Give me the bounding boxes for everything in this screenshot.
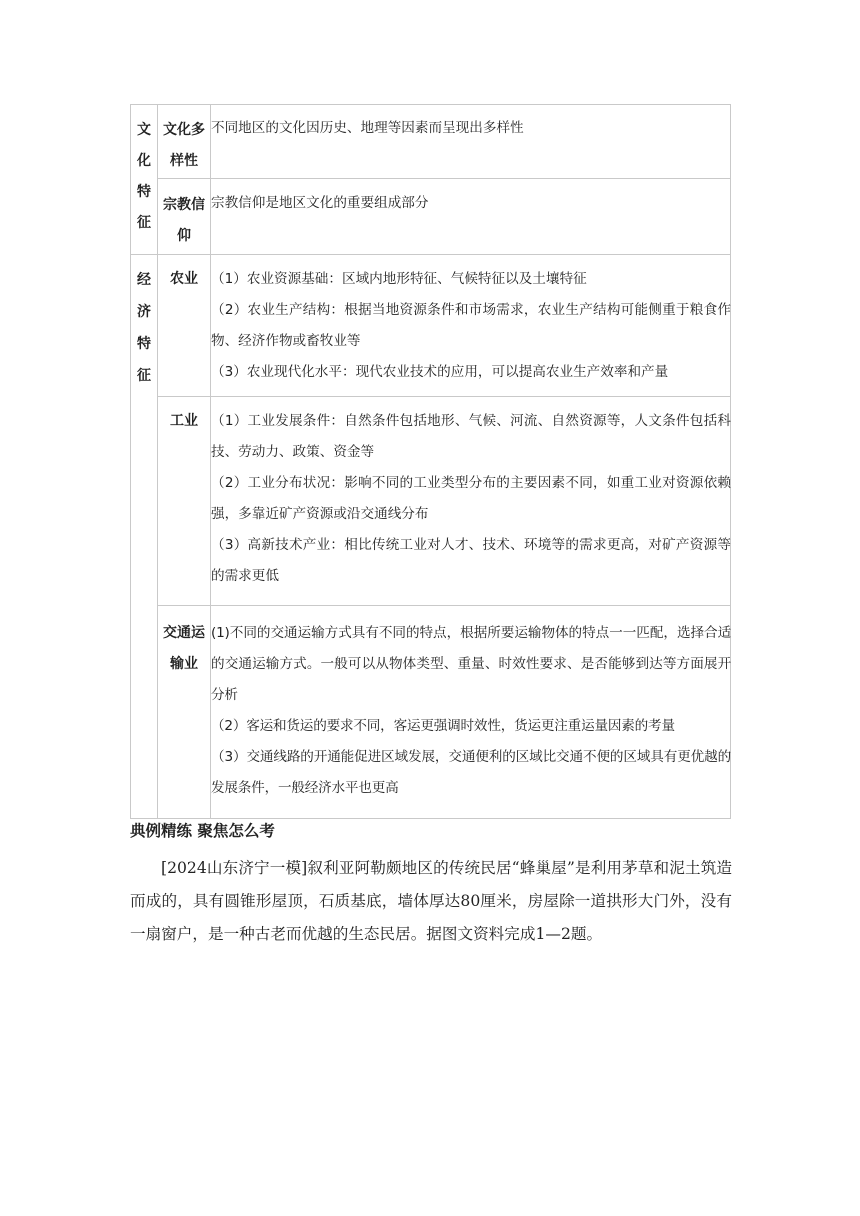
text-cultural-diversity: 不同地区的文化因历史、地理等因素而呈现出多样性 — [211, 120, 524, 136]
transport-item: (1)不同的交通运输方式具有不同的特点，根据所要运输物体的特点一一匹配，选择合适的交通运输方式。一般可以从物体类型、重量、时效性要求、是否能够到达等方面展开分析 — [211, 625, 731, 703]
category-culture: 文化特征 — [137, 122, 151, 231]
section-title: 典例精练 聚焦怎么考 — [130, 822, 275, 840]
agriculture-item: （2）农业生产结构：根据当地资源条件和市场需求，农业生产结构可能侧重于粮食作物、经济作物或畜牧业等 — [211, 302, 731, 349]
category-economy: 经济特征 — [137, 272, 151, 384]
industry-item: （3）高新技术产业：相比传统工业对人才、技术、环境等的需求更高，对矿产资源等的需求更低 — [211, 537, 731, 584]
text-religion: 宗教信仰是地区文化的重要组成部分 — [211, 195, 429, 211]
industry-details — [211, 406, 731, 592]
transport-details — [211, 618, 731, 804]
row-divider — [157, 396, 730, 397]
question-paragraph: [2024山东济宁一模]叙利亚阿勒颇地区的传统民居“蜂巢屋”是利用茅草和泥土筑造而成的，具有圆锥形屋顶，石质基底，墙体厚达80厘米，房屋除一道拱形大门外，没有一扇窗户，是一种古老而优越的生态民居。据图文资料完成1—2题。 — [130, 859, 732, 943]
agriculture-details — [211, 264, 731, 388]
agriculture-item: （1）农业资源基础：区域内地形特征、气候特征以及土壤特征 — [211, 271, 587, 287]
table-border-top — [130, 104, 730, 105]
industry-item: （1）工业发展条件：自然条件包括地形、气候、河流、自然资源等，人文条件包括科技、劳动力、政策、资金等 — [211, 413, 731, 460]
label-religion: 宗教信仰 — [163, 197, 205, 244]
label-agriculture: 农业 — [170, 271, 198, 287]
transport-item: （2）客运和货运的要求不同，客运更强调时效性，货运更注重运量因素的考量 — [211, 718, 675, 734]
table-border-bottom — [130, 818, 730, 819]
label-transport: 交通运输业 — [163, 625, 205, 672]
row-divider — [157, 605, 730, 606]
label-cultural-diversity: 文化多样性 — [163, 122, 205, 169]
industry-item: （2）工业分布状况：影响不同的工业类型分布的主要因素不同，如重工业对资源依赖强，多靠近矿产资源或沿交通线分布 — [211, 475, 731, 522]
label-industry: 工业 — [170, 413, 198, 429]
transport-item: （3）交通线路的开通能促进区域发展，交通便利的区域比交通不便的区域具有更优越的发展条件，一般经济水平也更高 — [211, 749, 731, 796]
row-divider — [157, 178, 730, 179]
row-divider — [130, 254, 730, 255]
agriculture-item: （3）农业现代化水平：现代农业技术的应用，可以提高农业生产效率和产量 — [211, 364, 669, 380]
